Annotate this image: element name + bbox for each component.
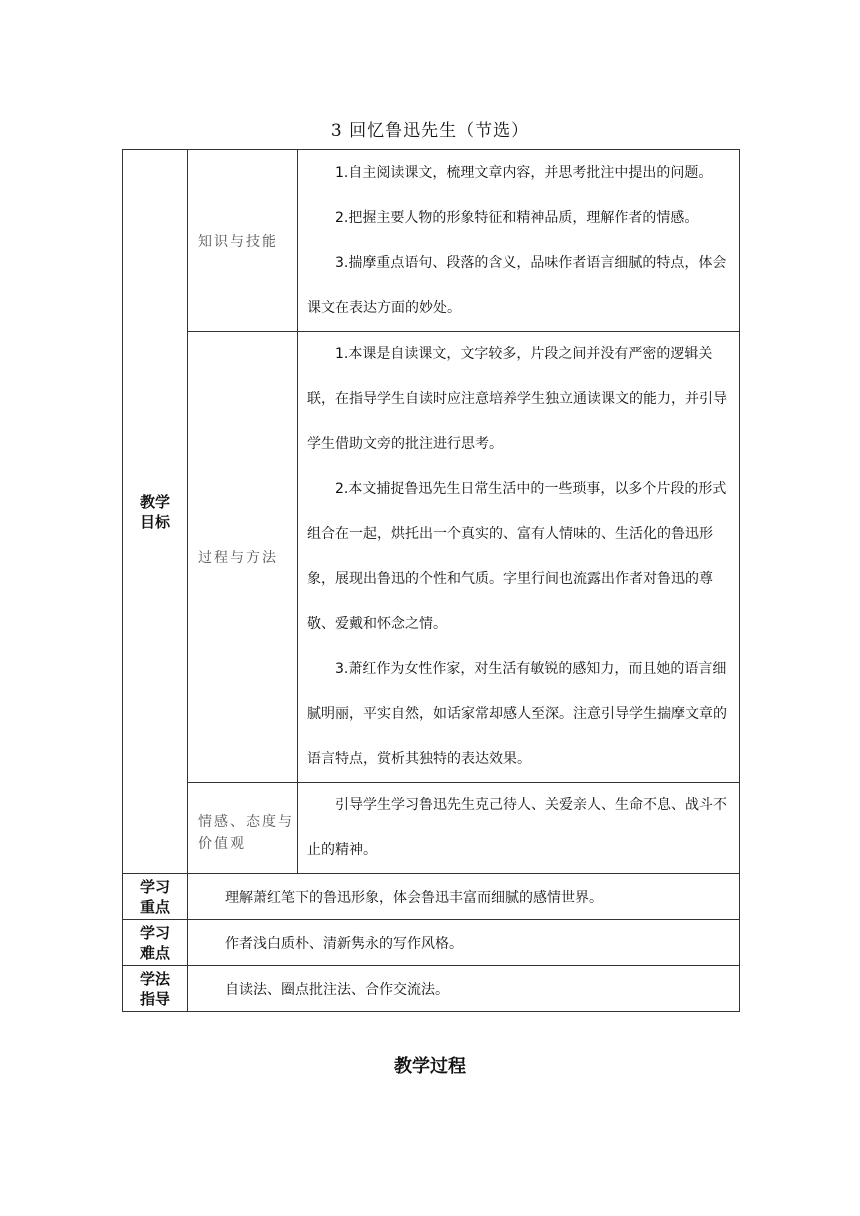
section-heading: 教学过程 [394, 1056, 466, 1077]
knowledge-item-3: 3.揣摩重点语句、段落的含义，品味作者语言细腻的特点，体会课文在表达方面的妙处。 [307, 254, 727, 316]
key-points-label: 学习重点 [123, 874, 188, 920]
table-row [123, 150, 740, 332]
objectives-label: 教学目标 [123, 150, 188, 874]
process-item-2: 2.本文捕捉鲁迅先生日常生活中的一些琐事，以多个片段的形式组合在一起，烘托出一个真实的、富有人情味的、生活化的鲁迅形象，展现出鲁迅的个性和气质。字里行间也流露出作者对鲁迅的尊敬、爱戴和怀念之情。 [307, 481, 727, 632]
lesson-plan-table [122, 149, 740, 1012]
table-row [123, 920, 740, 966]
emotion-label: 情感、态度与价值观 [188, 783, 298, 874]
methods-label: 学法指导 [123, 966, 188, 1012]
process-content [298, 332, 740, 783]
table-row [123, 783, 740, 874]
methods-content: 自读法、圈点批注法、合作交流法。 [188, 966, 740, 1012]
emotion-item-1: 引导学生学习鲁迅先生克己待人、关爱亲人、生命不息、战斗不止的精神。 [307, 797, 727, 858]
knowledge-item-1: 1.自主阅读课文，梳理文章内容，并思考批注中提出的问题。 [335, 164, 713, 181]
key-points-content: 理解萧红笔下的鲁迅形象，体会鲁迅丰富而细腻的感情世界。 [188, 874, 740, 920]
emotion-content [298, 783, 740, 874]
table-row [123, 966, 740, 1012]
knowledge-label: 知识与技能 [188, 150, 298, 332]
page-title: 3 回忆鲁迅先生（节选） [330, 121, 530, 141]
difficulties-label: 学习难点 [123, 920, 188, 966]
table-row [123, 874, 740, 920]
process-item-1: 1.本课是自读课文，文字较多，片段之间并没有严密的逻辑关联，在指导学生自读时应注意培养学生独立通读课文的能力，并引导学生借助文旁的批注进行思考。 [307, 346, 727, 452]
knowledge-item-2: 2.把握主要人物的形象特征和精神品质，理解作者的情感。 [335, 209, 699, 226]
table-row [123, 332, 740, 783]
difficulties-content: 作者浅白质朴、清新隽永的写作风格。 [188, 920, 740, 966]
knowledge-content [298, 150, 740, 332]
process-item-3: 3.萧红作为女性作家，对生活有敏锐的感知力，而且她的语言细腻明丽，平实自然，如话家常却感人至深。注意引导学生揣摩文章的语言特点，赏析其独特的表达效果。 [307, 661, 727, 767]
process-label: 过程与方法 [188, 332, 298, 783]
